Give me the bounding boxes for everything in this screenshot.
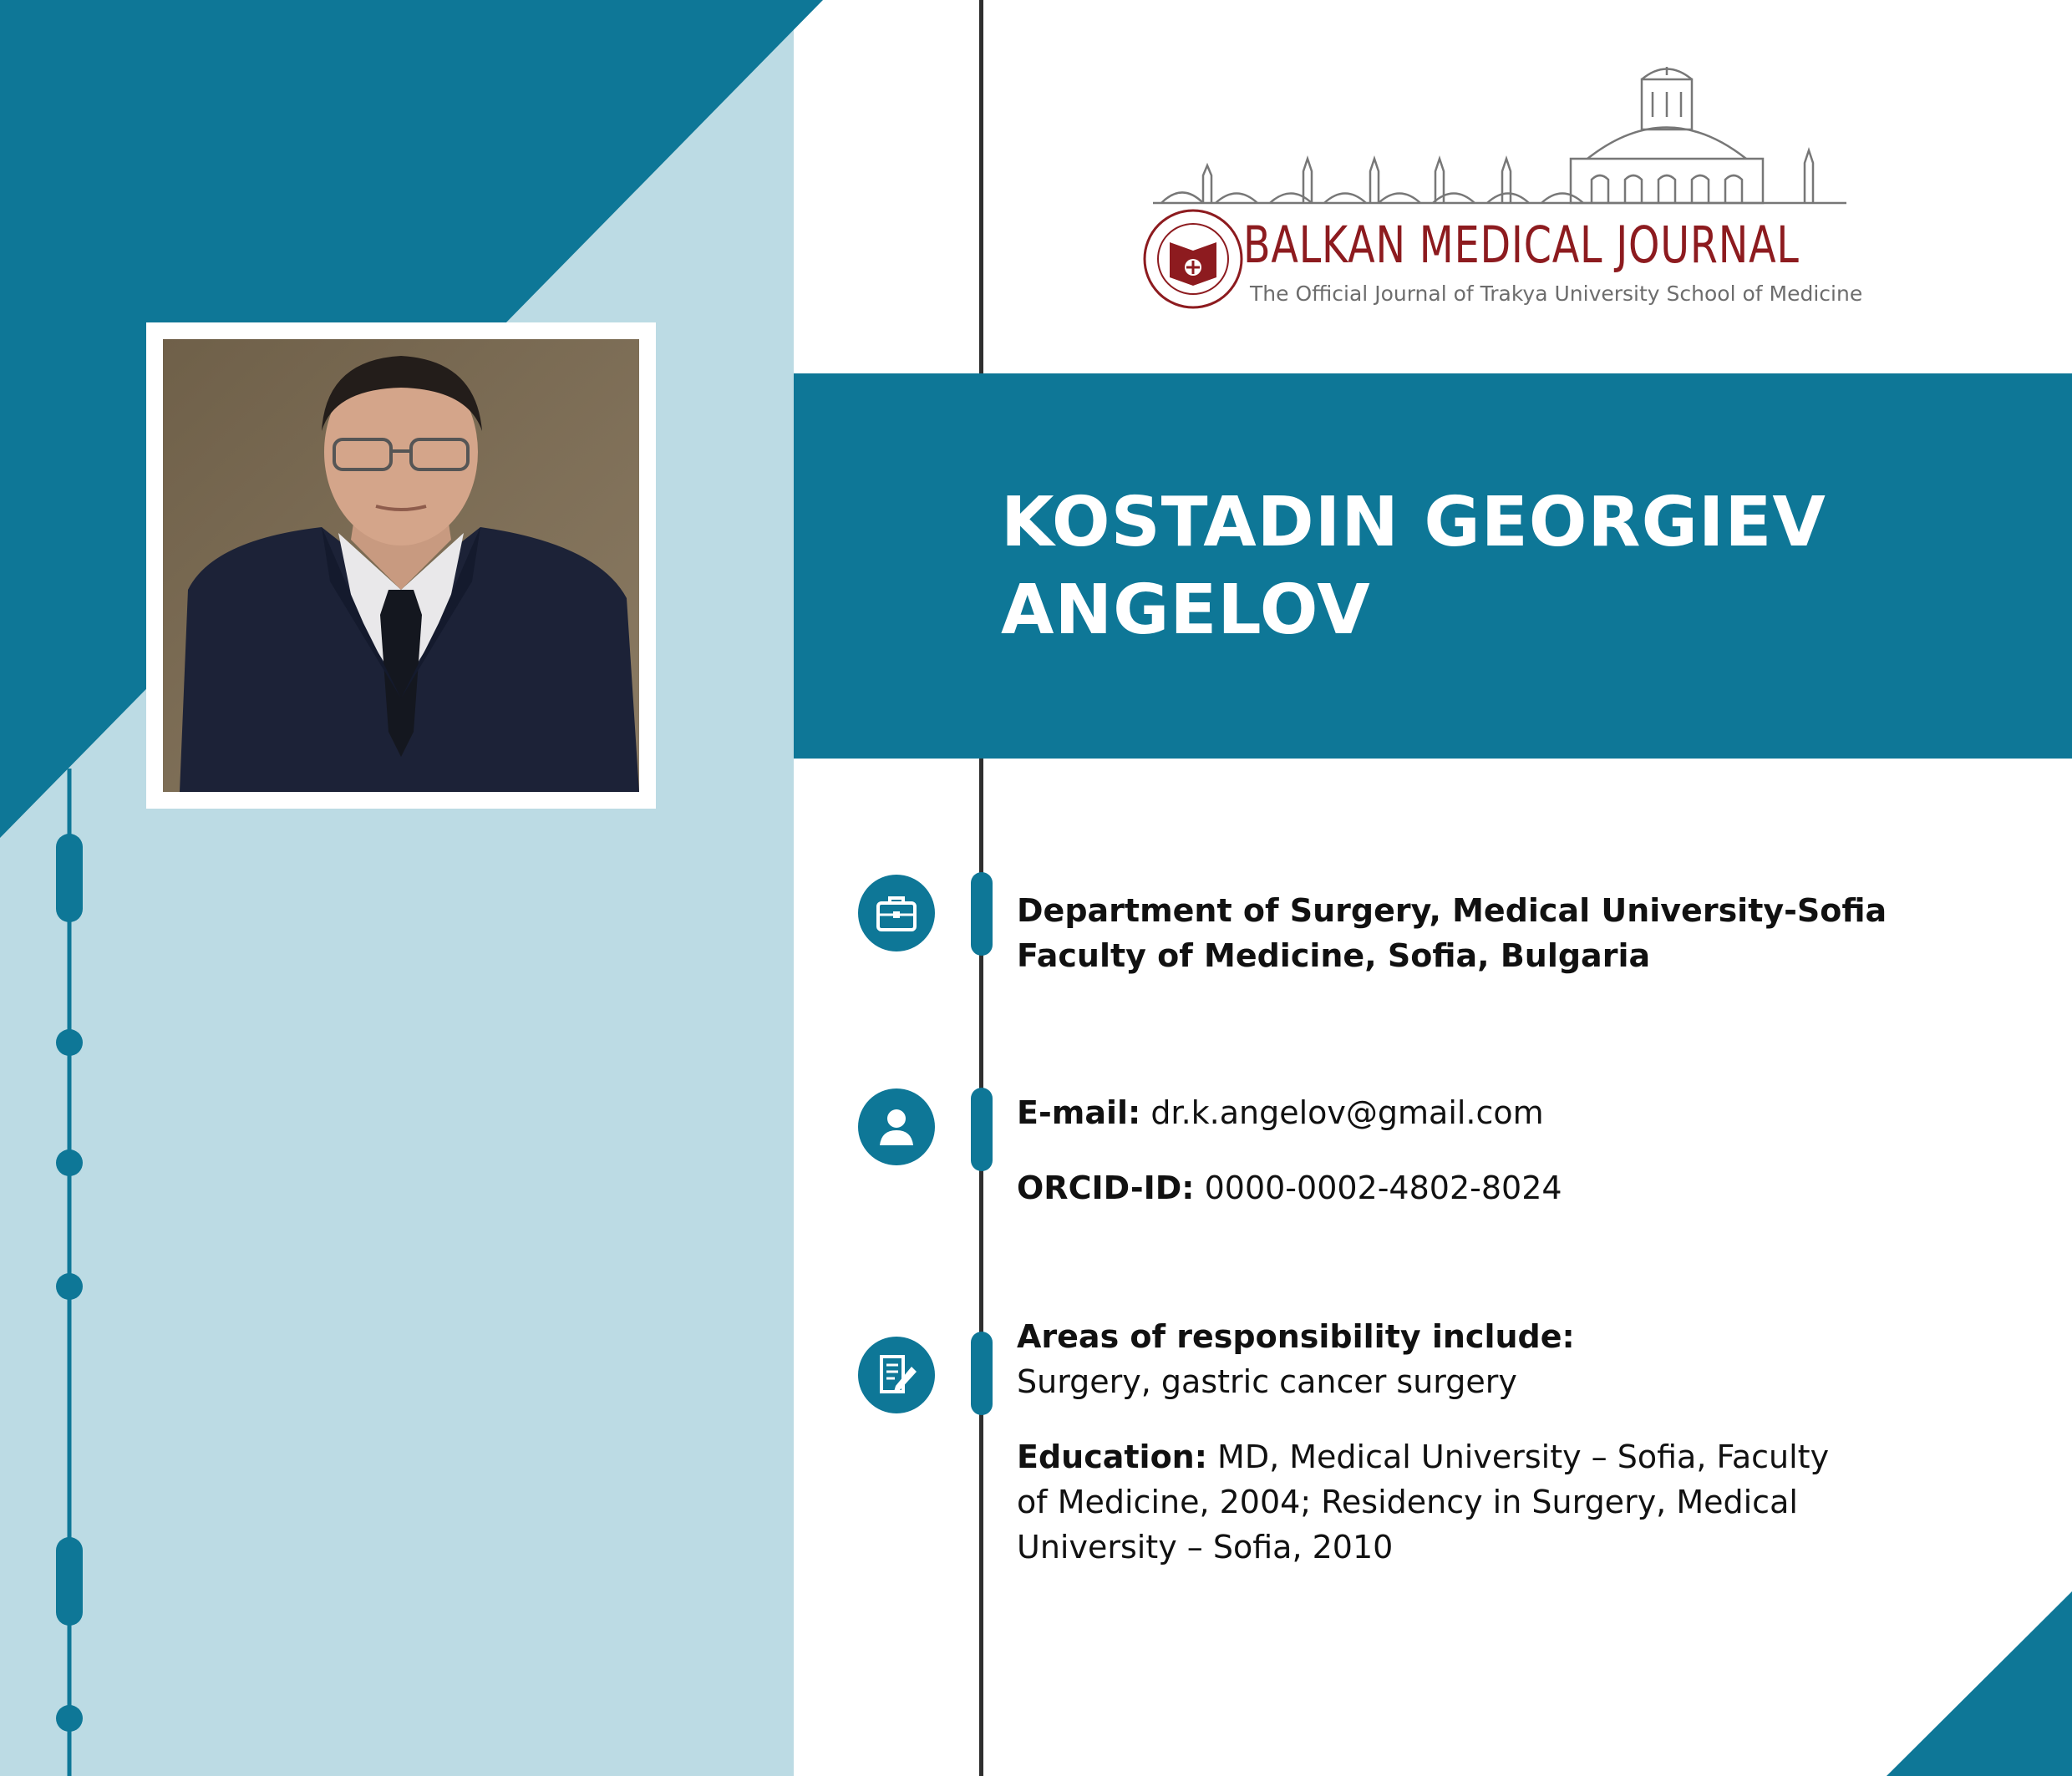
edit-document-icon (858, 1337, 935, 1413)
user-icon (858, 1088, 935, 1165)
areas-value: Surgery, gastric cancer surgery (1017, 1363, 1517, 1400)
left-timeline-dot (56, 1029, 83, 1056)
portrait-photo (163, 339, 639, 792)
section-marker (971, 872, 993, 956)
section-marker (971, 1088, 993, 1171)
affiliation-line1: Department of Surgery, Medical University-Sofia (1017, 892, 1887, 929)
education-line1 (1017, 1434, 1829, 1479)
person-name-line2: ANGELOV (1001, 571, 1371, 650)
email-label: E-mail: (1017, 1094, 1141, 1131)
left-timeline-pill (56, 834, 83, 922)
decorative-triangle-bottom-right (1887, 1591, 2072, 1776)
photo-frame (146, 322, 656, 809)
education-text: MD, Medical University – Sofia, Faculty (1217, 1439, 1830, 1475)
journal-logo (1136, 67, 1855, 317)
journal-title: BALKAN MEDICAL JOURNAL (1243, 216, 1800, 275)
areas-label: Areas of responsibility include: (1017, 1318, 1575, 1355)
journal-subtitle: The Official Journal of Trakya University School of Medicine (1250, 282, 1863, 306)
education-label: Education: (1017, 1439, 1207, 1475)
person-name-line1: KOSTADIN GEORGIEV (1001, 483, 1826, 562)
name-banner (794, 373, 2072, 759)
briefcase-icon (858, 875, 935, 951)
section-marker (971, 1332, 993, 1415)
email-value[interactable]: dr.k.angelov@gmail.com (1150, 1094, 1544, 1131)
orcid-row (1017, 1165, 1562, 1210)
education-line3: University – Sofia, 2010 (1017, 1529, 1394, 1565)
vertical-divider (979, 0, 983, 373)
education-line2: of Medicine, 2004; Residency in Surgery, Medical (1017, 1484, 1798, 1520)
left-timeline-dot (56, 1273, 83, 1300)
orcid-value: 0000-0002-4802-8024 (1204, 1170, 1562, 1206)
left-timeline-pill (56, 1537, 83, 1626)
email-row (1017, 1090, 1544, 1135)
left-timeline-dot (56, 1149, 83, 1176)
left-timeline-dot (56, 1705, 83, 1732)
affiliation-line2: Faculty of Medicine, Sofia, Bulgaria (1017, 937, 1651, 974)
orcid-label: ORCID-ID: (1017, 1170, 1195, 1206)
